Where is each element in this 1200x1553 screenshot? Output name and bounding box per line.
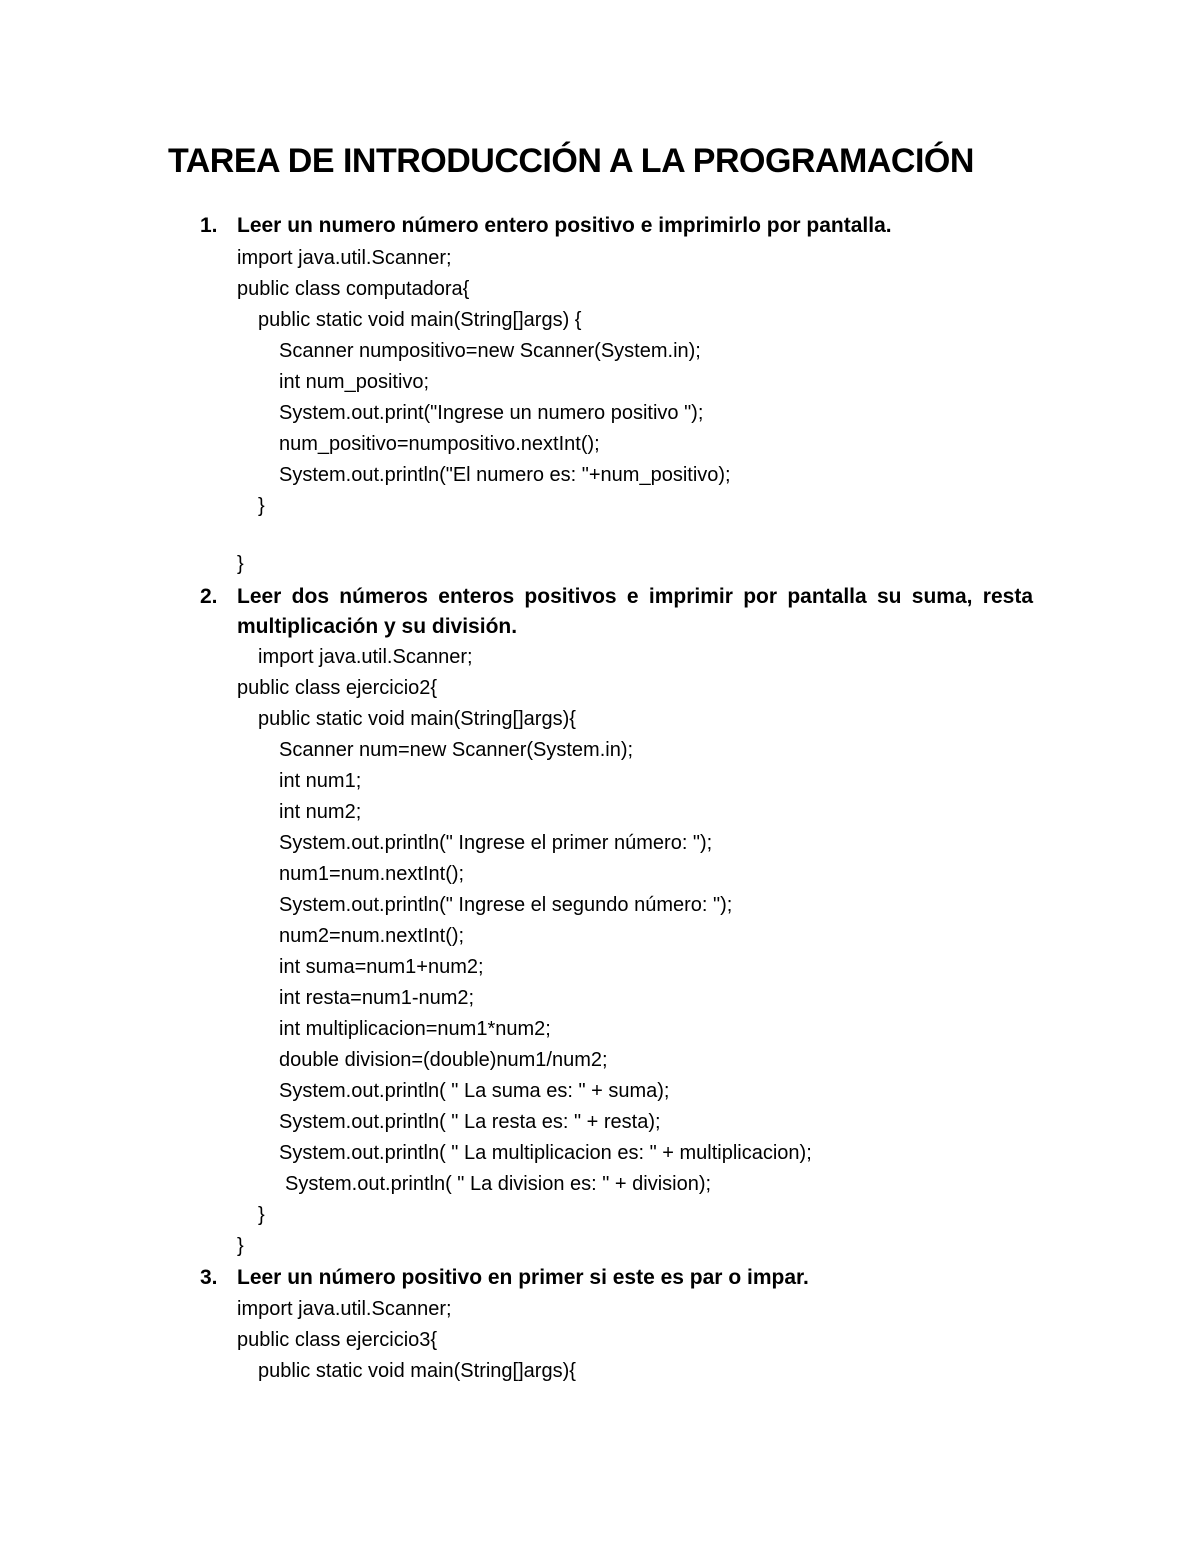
code-line: System.out.println( " La suma es: " + suma); (279, 1080, 670, 1102)
question-1-prompt: Leer un numero número entero positivo e imprimirlo por pantalla. (237, 214, 892, 237)
code-line: double division=(double)num1/num2; (279, 1049, 608, 1071)
code-line: System.out.println(" Ingrese el primer número: "); (279, 832, 713, 854)
question-2-prompt-line-2: multiplicación y su división. (237, 615, 518, 638)
code-line: import java.util.Scanner; (237, 247, 452, 269)
page-title: TAREA DE INTRODUCCIÓN A LA PROGRAMACIÓN (168, 142, 974, 180)
code-line: } (258, 1204, 265, 1226)
code-line: num_positivo=numpositivo.nextInt(); (279, 433, 600, 455)
code-line: } (258, 495, 265, 517)
code-line: import java.util.Scanner; (258, 646, 473, 668)
code-line: Scanner numpositivo=new Scanner(System.in); (279, 340, 701, 362)
code-line: int num1; (279, 770, 362, 792)
code-line: System.out.print("Ingrese un numero positivo "); (279, 402, 704, 424)
code-line: int num_positivo; (279, 371, 430, 393)
code-line: public class ejercicio3{ (237, 1329, 438, 1351)
question-3-prompt: Leer un número positivo en primer si este es par o impar. (237, 1266, 809, 1289)
code-line: public class ejercicio2{ (237, 677, 438, 699)
code-line: import java.util.Scanner; (237, 1298, 452, 1320)
code-line: } (237, 553, 244, 575)
code-line: Scanner num=new Scanner(System.in); (279, 739, 634, 761)
code-line: System.out.println(" Ingrese el segundo número: "); (279, 894, 733, 916)
code-line: int multiplicacion=num1*num2; (279, 1018, 551, 1040)
code-line: int resta=num1-num2; (279, 987, 475, 1009)
code-line: public class computadora{ (237, 278, 470, 300)
question-3-number: 3. (200, 1266, 218, 1289)
code-line: } (237, 1235, 244, 1257)
question-2-number: 2. (200, 585, 218, 608)
code-line: int suma=num1+num2; (279, 956, 484, 978)
code-line: System.out.println("El numero es: "+num_positivo); (279, 464, 731, 486)
code-line: System.out.println( " La resta es: " + resta); (279, 1111, 661, 1133)
code-line: public static void main(String[]args){ (258, 1360, 576, 1382)
code-line: int num2; (279, 801, 362, 823)
code-line: public static void main(String[]args) { (258, 309, 582, 331)
question-2-prompt-line-1: Leer dos números enteros positivos e imprimir por pantalla su suma, resta (237, 585, 1033, 608)
question-1-number: 1. (200, 214, 218, 237)
code-line: System.out.println( " La multiplicacion es: " + multiplicacion); (279, 1142, 812, 1164)
code-line: System.out.println( " La division es: " + division); (285, 1173, 712, 1195)
code-line: num1=num.nextInt(); (279, 863, 465, 885)
code-line: num2=num.nextInt(); (279, 925, 465, 947)
code-line: public static void main(String[]args){ (258, 708, 576, 730)
